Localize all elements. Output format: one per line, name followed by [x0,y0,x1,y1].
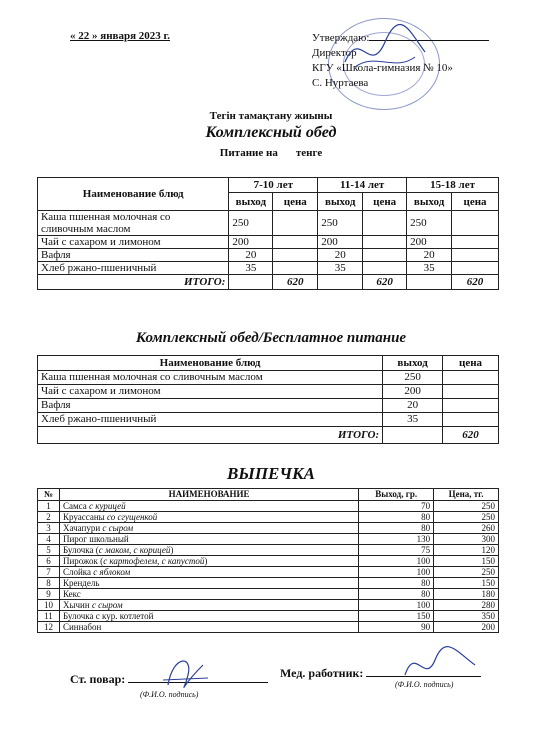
item-name: Самса [62,501,90,511]
table-row [38,611,499,622]
item-no: 10 [38,600,60,611]
table-row [38,545,499,556]
dish-out: 200 [407,236,452,249]
item-name: Слойка [62,567,94,577]
col-header-name: НАИМЕНОВАНИЕ [59,489,358,501]
col-group-15-18: 15-18 лет [407,178,499,193]
item-name-detail: с сыром [91,600,123,610]
item-no: 8 [38,578,60,589]
table-row [38,578,499,589]
item-name-cell [59,545,358,556]
item-no: 4 [38,534,60,545]
item-name: Пирог школьный [62,534,129,544]
total-label: ИТОГО: [38,427,383,444]
complex-lunch-title: Комплексный обед [205,124,337,141]
item-no: 6 [38,556,60,567]
col-header-no: № [38,489,60,501]
sub-header-price: цена [452,193,499,211]
item-name-end: ) [170,545,174,555]
item-no: 7 [38,567,60,578]
table-row [38,567,499,578]
table-row [38,413,499,427]
item-name: Хачапури [62,523,103,533]
total-row [38,275,499,290]
item-price: 250 [434,512,499,523]
item-name-cell [59,611,358,622]
dish-out: 35 [318,262,363,275]
dish-name: Хлеб ржано-пшеничный [38,413,383,427]
item-out: 130 [359,534,434,545]
table-row [38,371,499,385]
item-no: 12 [38,622,60,633]
col-header-out: Выход, гр. [359,489,434,501]
dish-out: 250 [229,211,273,236]
med-signature-hint: (Ф.И.О. подпись) [395,680,454,689]
item-name: Хычин [62,600,92,610]
dish-out: 200 [318,236,363,249]
total-value: 620 [273,275,318,290]
dish-out: 20 [383,399,443,413]
item-out: 100 [359,556,434,567]
item-out: 80 [359,512,434,523]
dish-name: Чай с сахаром и лимоном [38,236,229,249]
sub-header-price: цена [273,193,318,211]
item-name-detail: со сгущенкой [106,512,158,522]
dish-out: 250 [407,211,452,236]
item-name-cell [59,600,358,611]
dish-out: 35 [383,413,443,427]
dish-out: 20 [229,249,273,262]
dish-out: 200 [229,236,273,249]
cook-signature [158,650,218,695]
item-name: Пирожок ( [62,556,104,566]
approve-org: КГУ «Школа-гимназия № 10» [312,62,453,74]
price-prefix: Питание на [219,147,278,159]
table-row [38,211,499,236]
complex-lunch-table [37,177,499,290]
col-group-7-10: 7-10 лет [229,178,318,193]
item-price: 250 [434,567,499,578]
dish-name: Хлеб ржано-пшеничный [38,262,229,275]
item-name-detail: с сыром [102,523,134,533]
item-no: 2 [38,512,60,523]
table-row [38,512,499,523]
price-suffix: тенге [295,147,323,159]
approve-position: Директор [312,47,357,59]
item-out: 90 [359,622,434,633]
item-price: 260 [434,523,499,534]
item-no: 5 [38,545,60,556]
item-price: 280 [434,600,499,611]
dish-name: Вафля [38,249,229,262]
dish-out: 250 [383,371,443,385]
col-header-price: Цена, тг. [434,489,499,501]
item-name-cell [59,589,358,600]
item-no: 11 [38,611,60,622]
item-no: 3 [38,523,60,534]
director-signature [340,22,430,82]
cook-label: Ст. повар: [70,672,126,686]
item-name-cell [59,567,358,578]
price-line [0,147,542,159]
table-row [38,556,499,567]
med-label: Мед. работник: [280,666,364,680]
item-name-detail: с маком, с корицей [98,545,171,555]
item-name-detail: с курицей [89,501,126,511]
dish-out: 20 [407,249,452,262]
item-name-end: ) [204,556,208,566]
col-header-name: Наименование блюд [38,178,229,211]
dish-name: Каша пшенная молочная со сливочным маслом [38,211,229,236]
item-name: Кекс [62,589,81,599]
item-name-cell [59,556,358,567]
item-out: 100 [359,567,434,578]
item-price: 150 [434,556,499,567]
total-value: 620 [363,275,407,290]
item-name-detail: с яблоком [93,567,131,577]
item-out: 100 [359,600,434,611]
item-price: 200 [434,622,499,633]
dish-out: 35 [229,262,273,275]
table-row [38,236,499,249]
item-name: Булочка с кур. котлетой [62,611,154,621]
sub-header-out: выход [407,193,452,211]
item-no: 9 [38,589,60,600]
item-out: 70 [359,501,434,512]
item-name: Булочка ( [62,545,99,555]
dish-name: Каша пшенная молочная со сливочным маслом [38,371,383,385]
item-name-cell [59,578,358,589]
item-price: 250 [434,501,499,512]
col-header-name: Наименование блюд [38,356,383,371]
item-name-cell [59,523,358,534]
dish-name: Вафля [38,399,383,413]
med-signature [400,645,480,685]
item-name-cell [59,501,358,512]
sub-header-out: выход [229,193,273,211]
item-price: 120 [434,545,499,556]
document-date: « 22 » января 2023 г. [70,30,171,42]
approve-title: Утверждаю: [312,32,370,44]
sub-header-out: выход [318,193,363,211]
item-name: Круассаны [62,512,107,522]
dish-out: 20 [318,249,363,262]
item-out: 75 [359,545,434,556]
total-row [38,427,499,444]
table-row [38,262,499,275]
total-value: 620 [452,275,499,290]
item-out: 150 [359,611,434,622]
free-meal-section-title: Комплексный обед/Бесплатное питание [135,330,407,346]
item-price: 150 [434,578,499,589]
item-name-cell [59,534,358,545]
item-name: Синнабон [62,622,102,632]
table-row [38,534,499,545]
table-row [38,622,499,633]
col-header-out: выход [383,356,443,371]
item-name-cell [59,622,358,633]
bakery-title: ВЫПЕЧКА [227,464,315,483]
dish-out: 250 [318,211,363,236]
table-row [38,399,499,413]
table-row [38,385,499,399]
item-no: 1 [38,501,60,512]
total-label: ИТОГО: [38,275,229,290]
bakery-table [37,488,499,633]
table-row [38,523,499,534]
item-name-detail: с картофелем, с капустой [103,556,205,566]
total-value: 620 [443,427,499,444]
item-out: 80 [359,523,434,534]
sub-header-price: цена [363,193,407,211]
item-name: Крендель [62,578,100,588]
item-price: 300 [434,534,499,545]
table-row [38,249,499,262]
dish-out: 35 [407,262,452,275]
free-meal-title: Тегін тамақтану жиыны [209,110,333,122]
approve-name: С. Нуртаева [312,77,369,89]
table-row [38,589,499,600]
item-out: 80 [359,589,434,600]
col-group-11-14: 11-14 лет [318,178,407,193]
item-name-cell [59,512,358,523]
dish-out: 200 [383,385,443,399]
dish-name: Чай с сахаром и лимоном [38,385,383,399]
item-out: 80 [359,578,434,589]
item-price: 180 [434,589,499,600]
table-row [38,501,499,512]
cook-signature-hint: (Ф.И.О. подпись) [140,690,199,699]
table-row [38,600,499,611]
free-meal-table [37,355,499,444]
item-price: 350 [434,611,499,622]
col-header-price: цена [443,356,499,371]
